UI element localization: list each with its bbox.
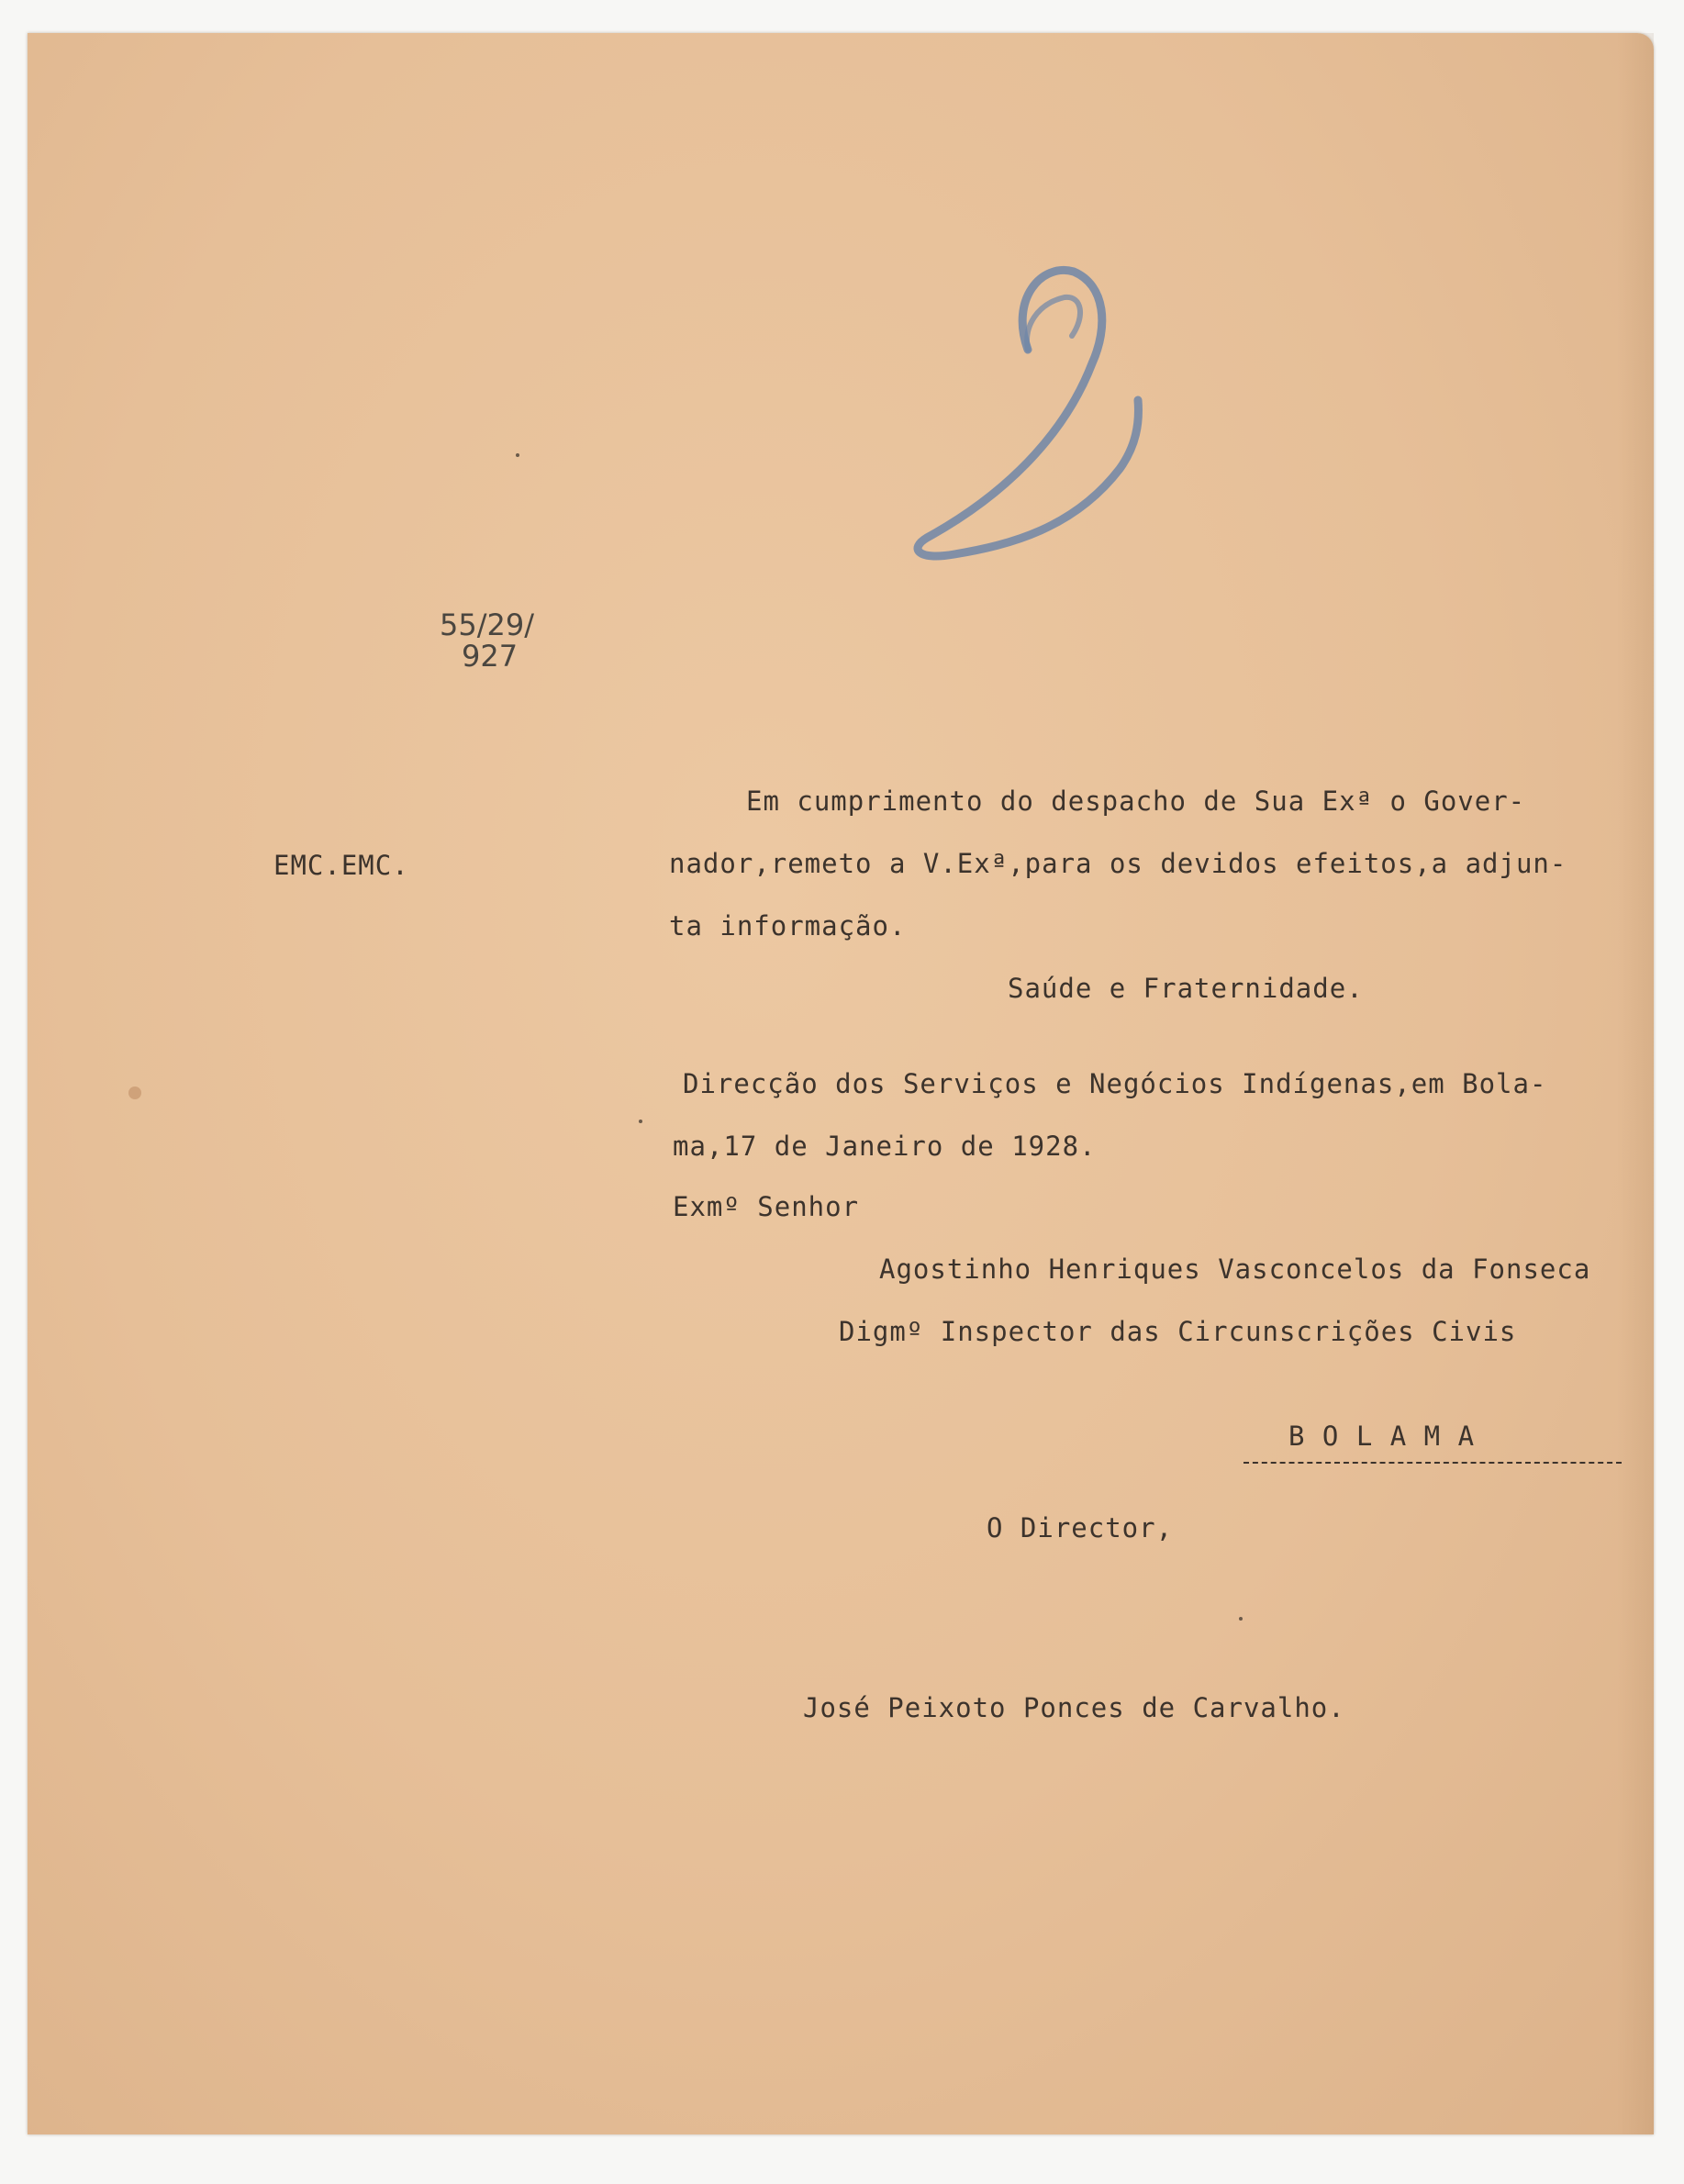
handwritten-page-number [890, 262, 1165, 574]
body-line-3: ta informação. [669, 910, 907, 942]
body-line-2: nador,remeto a V.Exª,para os devidos efeitos,a adjun- [669, 848, 1567, 879]
signatory-name: José Peixoto Ponces de Carvalho. [803, 1692, 1345, 1723]
place-date-line-2: ma,17 de Janeiro de 1928. [673, 1131, 1097, 1162]
addressee-name: Agostinho Henriques Vasconcelos da Fonseca [879, 1254, 1591, 1285]
addressee-city: B O L A M A [1288, 1421, 1476, 1452]
city-underline [1243, 1462, 1622, 1464]
reference-number-line1: 55/29/ [440, 607, 534, 642]
document-page [28, 33, 1654, 2134]
paper-speck [516, 453, 519, 457]
paper-speck [128, 1086, 141, 1099]
salutation: Saúde e Fraternidade. [1008, 973, 1364, 1004]
place-date-line-1: Direcção dos Serviços e Negócios Indígenas,em Bola- [683, 1068, 1547, 1099]
typist-initials: EMC.EMC. [273, 850, 409, 881]
reference-number-line2: 927 [462, 639, 519, 674]
paper-speck [639, 1120, 642, 1123]
closing: O Director, [987, 1512, 1174, 1543]
addressee-greeting: Exmº Senhor [673, 1191, 860, 1222]
paper-speck [1239, 1617, 1243, 1621]
body-line-1: Em cumprimento do despacho de Sua Exª o Gover- [746, 786, 1526, 817]
addressee-title: Digmº Inspector das Circunscrições Civis [839, 1316, 1517, 1347]
